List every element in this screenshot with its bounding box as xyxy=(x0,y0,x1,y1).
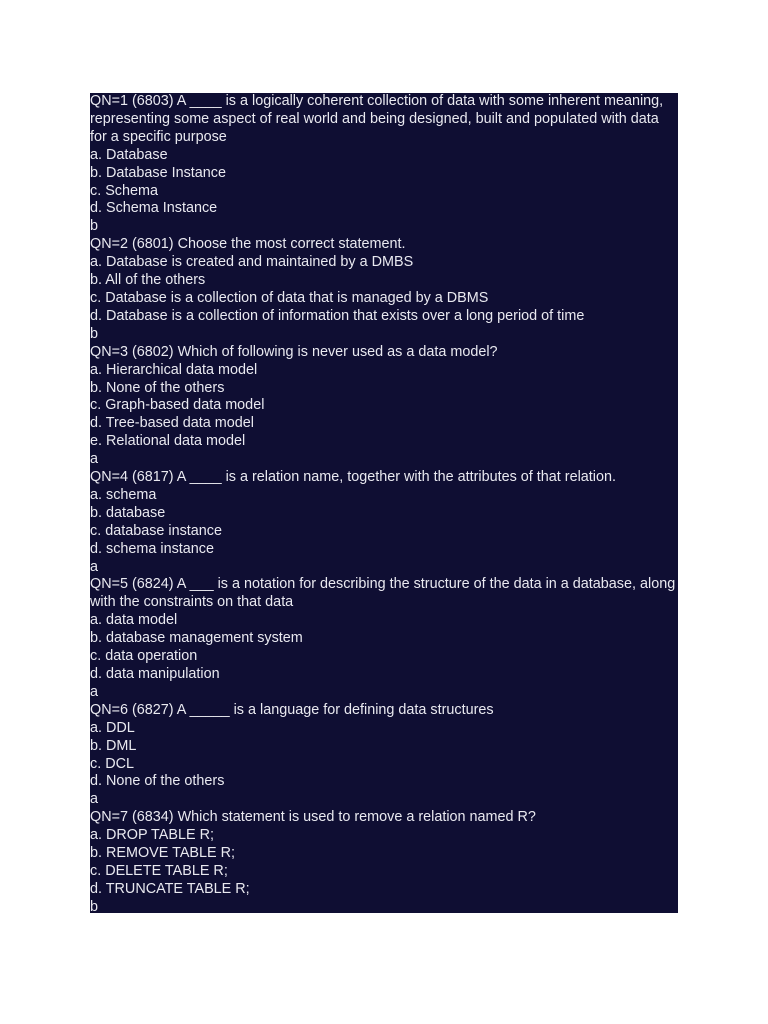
option-c: c. Schema xyxy=(90,182,158,199)
answer-key: a xyxy=(90,451,99,468)
option-d: d. schema instance xyxy=(90,540,214,557)
question-block xyxy=(90,344,676,469)
question-block xyxy=(90,809,676,913)
option-d: d. TRUNCATE TABLE R; xyxy=(90,880,250,897)
option-b: b. database management system xyxy=(90,630,303,647)
question-header: QN=4 (6817) A ____ is a relation name, together with the attributes of that relation. xyxy=(90,469,616,486)
option-c: c. data operation xyxy=(90,648,198,665)
option-a: a. DDL xyxy=(90,719,135,736)
option-c: c. Database is a collection of data that is managed by a DBMS xyxy=(90,289,489,306)
question-block xyxy=(90,93,676,236)
option-e: e. Relational data model xyxy=(90,433,246,450)
option-a: a. DROP TABLE R; xyxy=(90,827,214,844)
quiz-sheet xyxy=(90,93,678,913)
option-a: a. data model xyxy=(90,612,178,629)
question-block xyxy=(90,702,676,809)
option-c: c. database instance xyxy=(90,522,223,539)
question-header: QN=1 (6803) A ____ is a logically coherent collection of data with some inherent meaning, representing some aspect of real world and being designed, built and populated with data for a specific purpose xyxy=(90,93,664,145)
answer-key: b xyxy=(90,898,99,913)
option-b: b. REMOVE TABLE R; xyxy=(90,845,236,862)
option-a: a. Database xyxy=(90,146,168,163)
option-b: b. DML xyxy=(90,737,137,754)
option-d: d. Schema Instance xyxy=(90,200,218,217)
quiz-content xyxy=(90,93,678,913)
answer-key: b xyxy=(90,218,99,235)
question-header: QN=6 (6827) A _____ is a language for defining data structures xyxy=(90,701,494,718)
question-block xyxy=(90,576,676,701)
option-c: c. DCL xyxy=(90,755,134,772)
option-c: c. DELETE TABLE R; xyxy=(90,862,228,879)
option-d: d. Database is a collection of information that exists over a long period of time xyxy=(90,307,585,324)
option-b: b. All of the others xyxy=(90,272,206,289)
question-block xyxy=(90,236,676,343)
option-a: a. Database is created and maintained by a DMBS xyxy=(90,254,414,271)
option-b: b. None of the others xyxy=(90,379,225,396)
option-b: b. database xyxy=(90,504,166,521)
option-a: a. schema xyxy=(90,486,157,503)
option-a: a. Hierarchical data model xyxy=(90,361,258,378)
option-d: d. None of the others xyxy=(90,773,225,790)
question-block xyxy=(90,469,676,576)
answer-key: a xyxy=(90,683,99,700)
question-header: QN=7 (6834) Which statement is used to remove a relation named R? xyxy=(90,809,536,826)
question-header: QN=3 (6802) Which of following is never used as a data model? xyxy=(90,343,498,360)
option-d: d. Tree-based data model xyxy=(90,415,254,432)
answer-key: a xyxy=(90,558,99,575)
answer-key: a xyxy=(90,791,99,808)
option-d: d. data manipulation xyxy=(90,666,220,682)
question-header: QN=2 (6801) Choose the most correct statement. xyxy=(90,236,406,253)
option-b: b. Database Instance xyxy=(90,164,227,181)
answer-key: b xyxy=(90,325,99,342)
question-header: QN=5 (6824) A ___ is a notation for describing the structure of the data in a database, along with the constraints on that data xyxy=(90,576,676,611)
option-c: c. Graph-based data model xyxy=(90,397,265,414)
